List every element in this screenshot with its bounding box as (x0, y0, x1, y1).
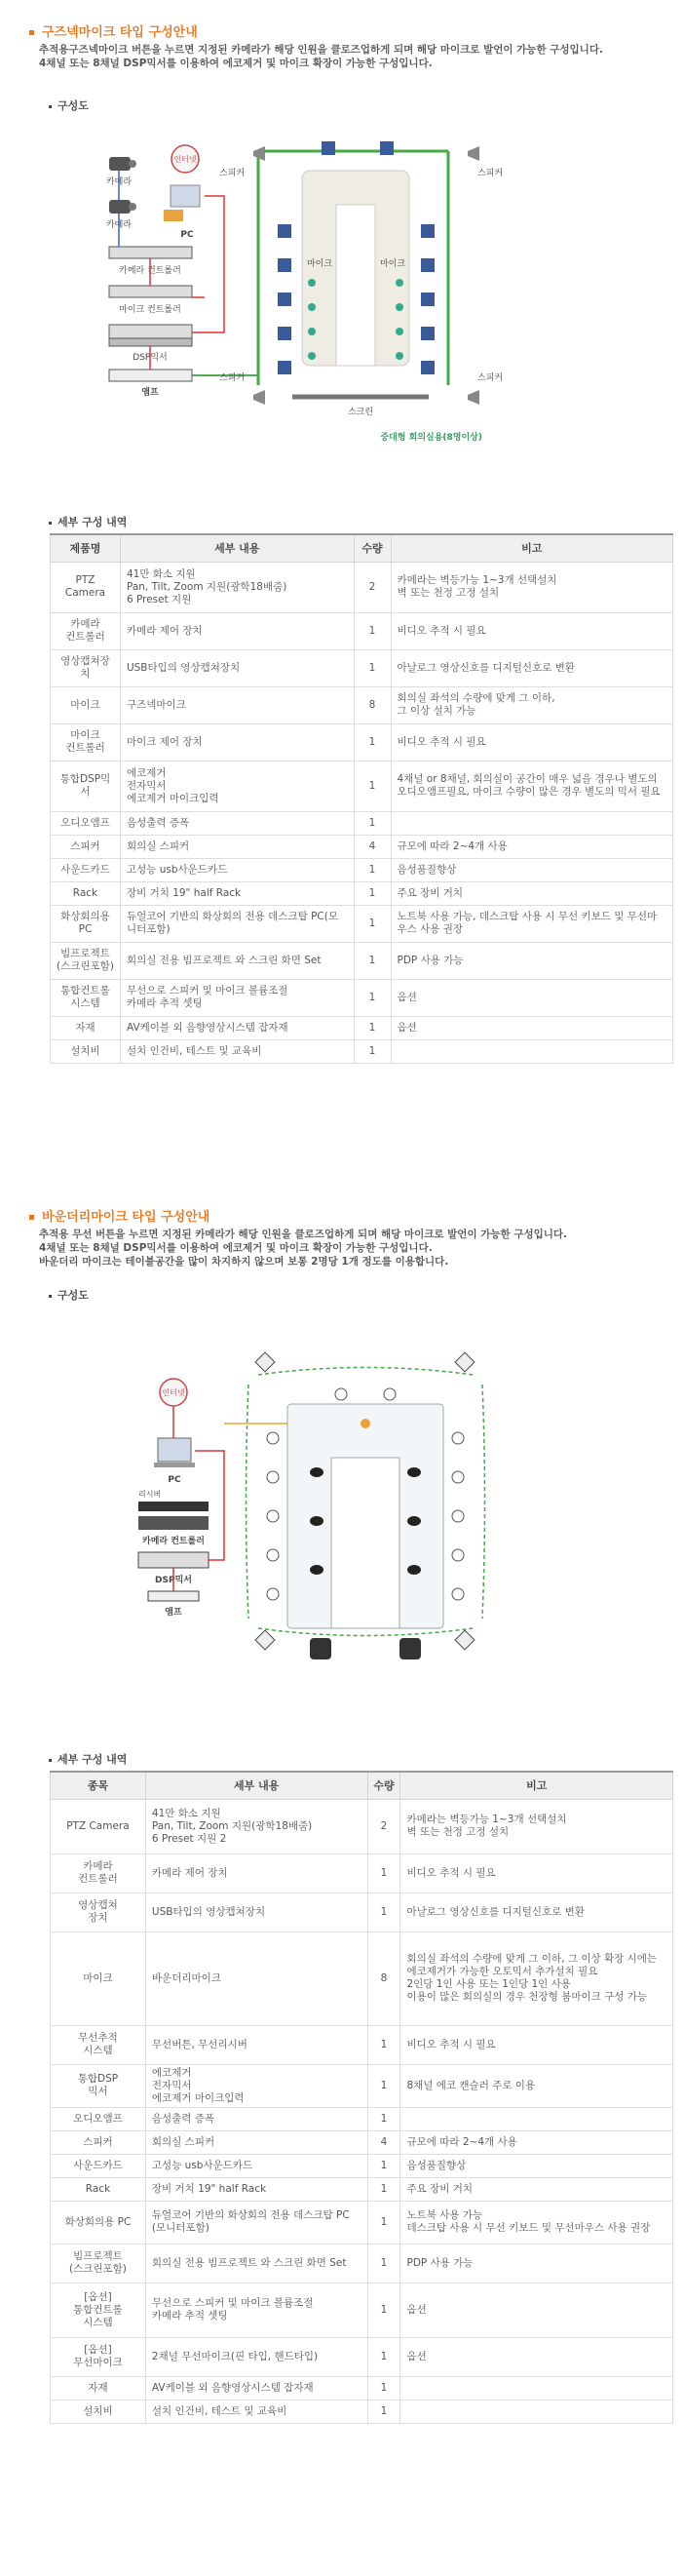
cell-detail: 듀얼코어 기반의 화상회의 전용 데스크탑 PC (모니터포함) (145, 2201, 367, 2244)
screen-label: 스크린 (347, 408, 374, 417)
cell-name: 빔프로젝트 (스크린포함) (51, 942, 121, 979)
bullet-icon (49, 105, 52, 108)
cell-note: 옵션 (400, 2337, 673, 2376)
cell-name: 영상캡쳐장치 (51, 649, 121, 686)
dsp-label: DSP믹서 (155, 1576, 192, 1585)
cell-detail: 무선버튼, 무선리시버 (145, 2025, 367, 2064)
pc-icon (154, 1438, 195, 1485)
cell-name: Rack (51, 881, 121, 905)
internet-icon (160, 1379, 187, 1406)
table-row (51, 562, 673, 612)
cell-name: 오디오앰프 (51, 811, 121, 835)
amp-label: 앰프 (141, 388, 159, 398)
table-row (51, 2244, 673, 2283)
cell-qty: 1 (354, 723, 391, 761)
internet-label: 인터넷 (173, 155, 197, 164)
dsp-label: DSP믹서 (133, 353, 168, 363)
section2-detail-table (50, 1771, 673, 2424)
amp-icon (109, 370, 192, 398)
cell-detail: 무선으로 스피커 및 마이크 볼륨조절 카메라 추적 셋팅 (145, 2283, 367, 2337)
cell-name: 마이크 (51, 1932, 146, 2025)
room-type-label: 중대형 회의실용(8명이상) (380, 433, 482, 443)
cell-note (391, 1039, 673, 1063)
cell-qty: 4 (367, 2130, 400, 2154)
cell-qty: 1 (367, 2064, 400, 2107)
table-row (51, 2337, 673, 2376)
table-inner-gap (331, 1458, 399, 1628)
pc-label: PC (168, 1475, 181, 1485)
cell-note: 회의실 좌석의 수량에 맞게 그 이하, 그 이상 확장 시에는 에코제거가 가능한 오토믹서 추가설치 필요 2인당 1인 사용 또는 1인당 1인 사용 이용이 많은 회의실의 경우 천장형 붐마이크 구성 가능 (400, 1932, 673, 2025)
cell-detail: 41만 화소 지원 Pan, Tilt, Zoom 지원(광학18배줌) 6 Preset 지원 2 (145, 1799, 367, 1854)
cell-qty: 1 (354, 612, 391, 649)
cell-detail: USB타입의 영상캡쳐장치 (120, 649, 354, 686)
cell-detail: 에코제거 전자믹서 에코제거 마이크입력 (145, 2064, 367, 2107)
section1-config-label: 구성도 (49, 98, 89, 113)
cell-note: PDP 사용 가능 (391, 942, 673, 979)
mic-label-left: 마이크 (306, 259, 333, 269)
cell-name: [옵션] 통합컨트롤 시스템 (51, 2283, 146, 2337)
cell-qty: 4 (354, 835, 391, 858)
cell-qty: 1 (354, 761, 391, 811)
cell-detail: 41만 화소 지원 Pan, Tilt, Zoom 지원(광학18배줌) 6 Preset 지원 (120, 562, 354, 612)
cell-qty: 1 (354, 858, 391, 881)
cell-name: 통합DSP믹서 (51, 761, 121, 811)
cell-qty: 1 (367, 2244, 400, 2283)
cell-note: 회의실 좌석의 수량에 맞게 그 이하, 그 이상 설치 가능 (391, 686, 673, 723)
cell-name: 설치비 (51, 1039, 121, 1063)
internet-icon (171, 145, 199, 173)
camera-controller-label: 카메라 컨트롤러 (142, 1537, 205, 1546)
cell-qty: 1 (367, 2337, 400, 2376)
cell-detail: 음성출력 증폭 (120, 811, 354, 835)
section2-diagram (136, 1346, 594, 1706)
cell-note: 비디오 추적 시 필요 (400, 1854, 673, 1893)
room-layout (247, 1352, 485, 1659)
pc-icon (164, 185, 200, 240)
table-row (51, 979, 673, 1016)
table-header-row (51, 534, 673, 562)
camera-controller-icon (138, 1502, 209, 1546)
cell-note: 비디오 추적 시 필요 (400, 2025, 673, 2064)
cell-detail: 마이크 제어 장치 (120, 723, 354, 761)
cell-detail: 카메라 제어 장치 (145, 1854, 367, 1893)
section2-config-label: 구성도 (49, 1287, 89, 1303)
cell-qty: 1 (354, 1039, 391, 1063)
cell-detail: 무선으로 스피커 및 마이크 볼륨조절 카메라 추적 셋팅 (120, 979, 354, 1016)
header-note: 비고 (391, 534, 673, 562)
cell-detail: USB타입의 영상캡쳐장치 (145, 1893, 367, 1932)
bullet-icon (29, 30, 34, 35)
ptz-camera-icons (310, 1638, 421, 1659)
bullet-icon (49, 1759, 52, 1762)
table-row (51, 1799, 673, 1854)
header-qty: 수량 (367, 1772, 400, 1799)
table-inner-gap (336, 205, 375, 366)
cell-qty: 2 (367, 1799, 400, 1854)
header-qty: 수량 (354, 534, 391, 562)
cell-detail: 카메라 제어 장치 (120, 612, 354, 649)
camera-controller-label: 카메라 컨트롤러 (119, 266, 181, 276)
cell-note: 비디오 추적 시 필요 (391, 612, 673, 649)
cell-note: 옵션 (400, 2283, 673, 2337)
speaker-label-tl: 스피커 (219, 169, 246, 178)
cell-name: 무선추적 시스템 (51, 2025, 146, 2064)
cell-note: PDP 사용 가능 (400, 2244, 673, 2283)
table-row (51, 2201, 673, 2244)
cell-note (391, 811, 673, 835)
table-row (51, 1893, 673, 1932)
cell-name: 카메라 컨트롤러 (51, 612, 121, 649)
cell-note: 8채널 에코 캔슬러 주로 이용 (400, 2064, 673, 2107)
section2-description: 추적용 무선 버튼을 누르면 지정된 카메라가 해당 인원을 클로즈업하게 되며 해당 마이크로 발언이 가능한 구성입니다. 4채널 또는 8채널 DSP믹서를 이용하여 에코제거 및 마이크 확장이 가능한 구성입니다. 바운더리 마이크는 테이블공간을 많이 차지하지 않으며 보통 2명당 1개 정도를 이용합니다. (39, 1229, 568, 1268)
table-row (51, 649, 673, 686)
cell-detail: 바운더리마이크 (145, 1932, 367, 2025)
amp-icon (148, 1591, 199, 1618)
speaker-label-tr: 스피커 (477, 169, 504, 178)
table-row (51, 1854, 673, 1893)
cell-note: 4채널 or 8채널, 회의실이 공간이 매우 넓을 경우나 별도의 오디오앰프필요, 마이크 수량이 많은 경우 별도의 믹서 필요 (391, 761, 673, 811)
table-row (51, 2107, 673, 2130)
cell-detail: AV케이블 외 음향영상시스템 잡자재 (120, 1016, 354, 1039)
table-row (51, 761, 673, 811)
header-note: 비고 (400, 1772, 673, 1799)
camera-label-1: 카메라 (105, 177, 133, 187)
cell-qty: 1 (367, 2177, 400, 2201)
cell-name: 카메라 컨트롤러 (51, 1854, 146, 1893)
cell-detail: 회의실 전용 빔프로젝트 와 스크린 화면 Set (120, 942, 354, 979)
table-row (51, 2025, 673, 2064)
cell-name: 사운드카드 (51, 858, 121, 881)
table-row (51, 858, 673, 881)
cell-detail: 고성능 usb사운드카드 (120, 858, 354, 881)
cell-qty: 1 (367, 1893, 400, 1932)
cell-detail: AV케이블 외 음향영상시스템 잡자재 (145, 2376, 367, 2400)
cell-detail: 2채널 무선마이크(핀 타입, 핸드타입) (145, 2337, 367, 2376)
cell-note: 주요 장비 거치 (400, 2177, 673, 2201)
cell-qty: 1 (367, 2283, 400, 2337)
wireless-button-icon (361, 1419, 370, 1428)
cell-qty: 1 (354, 881, 391, 905)
cell-name: 마이크 (51, 686, 121, 723)
cell-note: 음성품질향상 (400, 2154, 673, 2177)
cell-qty: 8 (367, 1932, 400, 2025)
cell-name: 자재 (51, 2376, 146, 2400)
cell-note (400, 2376, 673, 2400)
cell-detail: 회의실 전용 빔프로젝트 와 스크린 화면 Set (145, 2244, 367, 2283)
cell-note: 노트북 사용 가능, 데스크탑 사용 시 무선 키보드 및 무선마우스 사용 권장 (391, 905, 673, 942)
cell-name: 스피커 (51, 835, 121, 858)
table-row (51, 2400, 673, 2423)
cell-name: 통합DSP 믹서 (51, 2064, 146, 2107)
cell-name: 영상캡쳐 장치 (51, 1893, 146, 1932)
header-product: 제품명 (51, 534, 121, 562)
table-row (51, 905, 673, 942)
section1-description: 추적용구즈넥마이크 버튼을 누르면 지정된 카메라가 해당 인원을 클로즈업하게 되며 해당 마이크로 발언이 가능한 구성입니다. 4채널 또는 8채널 DSP믹서를 이용하여 에코제거 및 마이크 확장이 가능한 구성입니다. (39, 44, 603, 69)
table-row (51, 686, 673, 723)
header-product: 종목 (51, 1772, 146, 1799)
cell-name: [옵션] 무선마이크 (51, 2337, 146, 2376)
cell-qty: 1 (354, 942, 391, 979)
cell-qty: 1 (367, 2376, 400, 2400)
table-row (51, 2064, 673, 2107)
table-row (51, 835, 673, 858)
cell-note: 아날로그 영상신호를 디지털신호로 변환 (400, 1893, 673, 1932)
cell-name: 화상회의용 PC (51, 2201, 146, 2244)
section1-detail-label: 세부 구성 내역 (49, 514, 127, 529)
cell-note: 노트북 사용 가능 데스크탑 사용 시 무선 키보드 및 무선마우스 사용 권장 (400, 2201, 673, 2244)
cell-note: 음성품질향상 (391, 858, 673, 881)
camera-icon (106, 157, 136, 187)
cell-detail: 회의실 스피커 (120, 835, 354, 858)
cell-detail: 설치 인건비, 테스트 및 교육비 (145, 2400, 367, 2423)
cell-detail: 장비 거치 19" half Rack (145, 2177, 367, 2201)
table-row (51, 612, 673, 649)
section2-title: 바운더리마이크 타입 구성안내 (29, 1206, 209, 1225)
table-row (51, 881, 673, 905)
bullet-icon (49, 1295, 52, 1298)
cell-qty: 1 (367, 2025, 400, 2064)
cell-detail: 고성능 usb사운드카드 (145, 2154, 367, 2177)
cell-name: Rack (51, 2177, 146, 2201)
cell-note: 주요 장비 거치 (391, 881, 673, 905)
cell-qty: 1 (354, 979, 391, 1016)
cell-detail: 에코제거 전자믹서 에코제거 마이크입력 (120, 761, 354, 811)
cell-qty: 8 (354, 686, 391, 723)
table-row (51, 1932, 673, 2025)
table-row (51, 2283, 673, 2337)
cell-note: 옵션 (391, 979, 673, 1016)
cell-qty: 1 (367, 1854, 400, 1893)
cell-note: 비디오 추적 시 필요 (391, 723, 673, 761)
mic-controller-label: 마이크 컨트롤러 (119, 305, 181, 315)
cell-name: 자재 (51, 1016, 121, 1039)
cell-name: 통합컨트롤 시스템 (51, 979, 121, 1016)
cell-qty: 1 (367, 2400, 400, 2423)
cell-note: 옵션 (391, 1016, 673, 1039)
cell-name: 사운드카드 (51, 2154, 146, 2177)
section1-title: 구즈넥마이크 타입 구성안내 (29, 21, 198, 40)
cell-qty: 2 (354, 562, 391, 612)
cell-name: 설치비 (51, 2400, 146, 2423)
bullet-icon (49, 522, 52, 525)
table-row (51, 2376, 673, 2400)
cell-detail: 구즈넥마이크 (120, 686, 354, 723)
table-row (51, 1039, 673, 1063)
cell-qty: 1 (367, 2201, 400, 2244)
cell-qty: 1 (354, 905, 391, 942)
amp-label: 앰프 (165, 1608, 182, 1618)
cell-name: 스피커 (51, 2130, 146, 2154)
table-row (51, 723, 673, 761)
table-row (51, 1016, 673, 1039)
camera-label-2: 카메라 (105, 220, 133, 230)
cell-name: 마이크 컨트롤러 (51, 723, 121, 761)
mic-controller-icon (109, 286, 192, 315)
cell-note: 규모에 따라 2~4개 사용 (391, 835, 673, 858)
header-detail: 세부 내용 (145, 1772, 367, 1799)
section1-detail-table (50, 533, 673, 1064)
cell-name: PTZ Camera (51, 1799, 146, 1854)
cell-qty: 1 (354, 811, 391, 835)
section1-diagram (97, 132, 663, 492)
table-row (51, 2130, 673, 2154)
cell-note (400, 2107, 673, 2130)
table-row (51, 2177, 673, 2201)
bullet-icon (29, 1215, 34, 1220)
cell-name: PTZ Camera (51, 562, 121, 612)
cell-note: 카메라는 벽등가능 1~3개 선택설치 벽 또는 천정 고정 설치 (391, 562, 673, 612)
cell-note: 규모에 따라 2~4개 사용 (400, 2130, 673, 2154)
cell-note: 아날로그 영상신호를 디지털신호로 변환 (391, 649, 673, 686)
cell-name: 오디오앰프 (51, 2107, 146, 2130)
pc-label: PC (180, 230, 194, 240)
table-row (51, 2154, 673, 2177)
speaker-label-bl: 스피커 (219, 373, 246, 383)
receiver-label: 리시버 (138, 1490, 162, 1499)
table-header-row (51, 1772, 673, 1799)
cell-qty: 1 (367, 2107, 400, 2130)
cell-qty: 1 (354, 1016, 391, 1039)
cell-qty: 1 (367, 2154, 400, 2177)
cell-name: 화상회의용 PC (51, 905, 121, 942)
cell-detail: 회의실 스피커 (145, 2130, 367, 2154)
speaker-label-br: 스피커 (477, 373, 504, 383)
cell-name: 빔프로젝트 (스크린포함) (51, 2244, 146, 2283)
cell-detail: 음성출력 증폭 (145, 2107, 367, 2130)
section2-detail-label: 세부 구성 내역 (49, 1751, 127, 1767)
cell-detail: 설치 인건비, 테스트 및 교육비 (120, 1039, 354, 1063)
mic-label-right: 마이크 (379, 259, 406, 269)
cell-qty: 1 (354, 649, 391, 686)
cell-note (400, 2400, 673, 2423)
header-detail: 세부 내용 (120, 534, 354, 562)
cell-detail: 듀얼코어 기반의 화상회의 전용 데스크탑 PC(모니터포함) (120, 905, 354, 942)
camera-icon (106, 200, 136, 230)
cell-note: 카메라는 벽등가능 1~3개 선택설치 벽 또는 천정 고정 설치 (400, 1799, 673, 1854)
table-row (51, 942, 673, 979)
cell-detail: 장비 거치 19" half Rack (120, 881, 354, 905)
internet-label: 인터넷 (162, 1388, 185, 1397)
table-row (51, 811, 673, 835)
